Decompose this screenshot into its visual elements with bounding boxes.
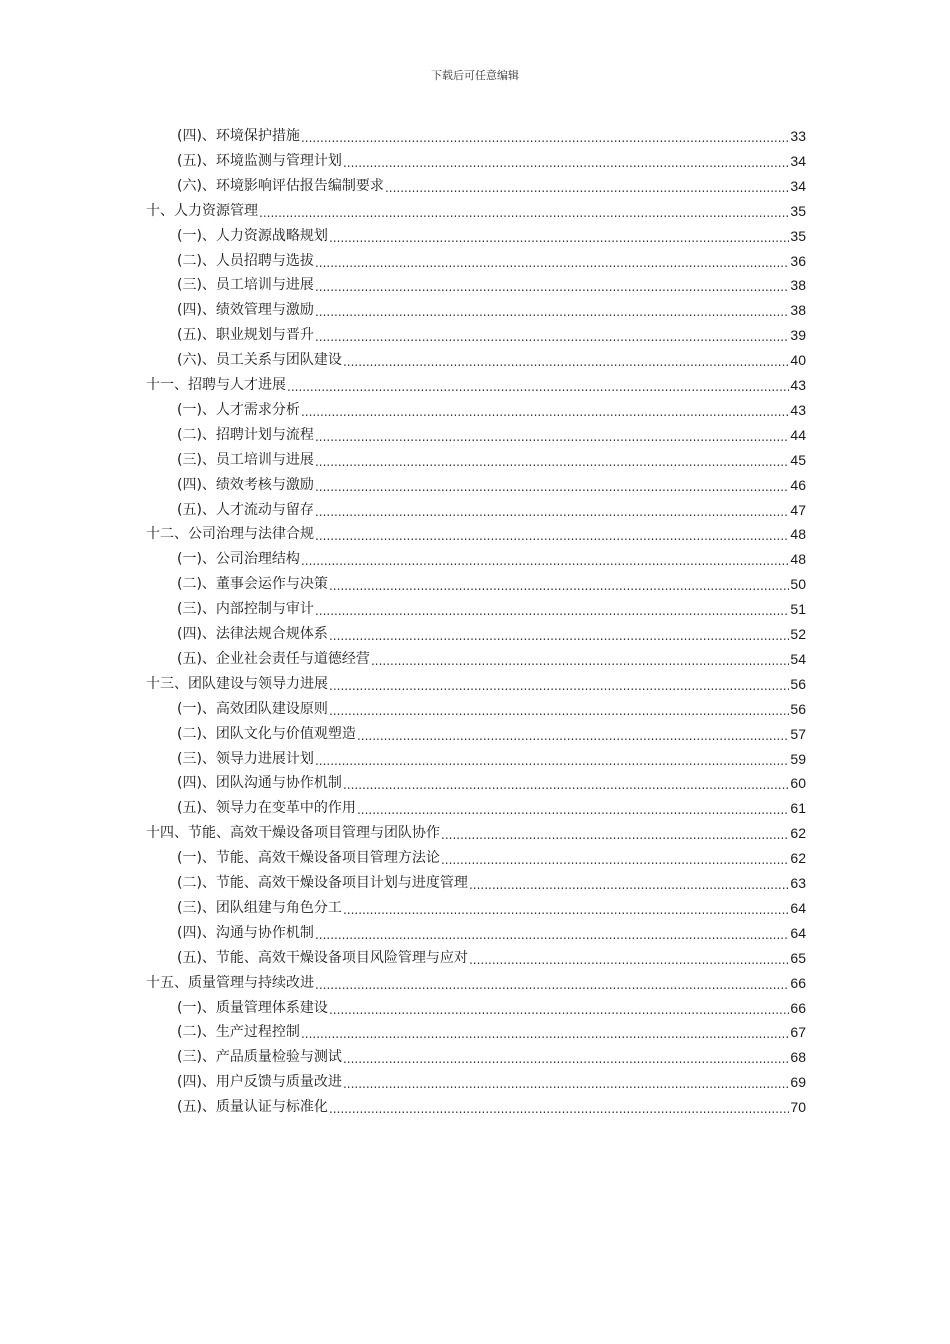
toc-dot-leader <box>315 602 789 620</box>
toc-section-entry[interactable] <box>177 847 806 869</box>
toc-dot-leader <box>343 1050 789 1068</box>
toc-page-number: 52 <box>790 626 806 642</box>
toc-dot-leader <box>301 129 789 147</box>
toc-page-number: 33 <box>790 128 806 144</box>
toc-entry-title: (一)、公司治理结构 <box>177 551 300 568</box>
toc-page-number: 61 <box>790 800 806 817</box>
toc-entry-title: (四)、环境保护措施 <box>177 128 300 144</box>
toc-entry-title: (五)、质量认证与标准化 <box>177 1099 328 1116</box>
toc-page-number: 38 <box>790 277 806 294</box>
toc-page-number: 48 <box>790 526 806 543</box>
toc-dot-leader <box>315 303 789 321</box>
toc-entry-title: (三)、团队组建与角色分工 <box>177 899 342 916</box>
toc-chapter-entry[interactable] <box>146 972 806 994</box>
toc-page-number: 65 <box>790 949 806 966</box>
toc-dot-leader <box>343 154 789 172</box>
toc-section-entry[interactable] <box>177 349 806 371</box>
toc-dot-leader <box>315 278 789 296</box>
toc-section-entry[interactable] <box>177 449 806 471</box>
toc-page-number: 54 <box>790 650 806 667</box>
toc-entry-title: 十四、节能、高效干燥设备项目管理与团队协作 <box>146 825 440 842</box>
toc-entry-title: (二)、节能、高效干燥设备项目计划与进度管理 <box>177 875 468 891</box>
toc-page-number: 63 <box>790 875 806 891</box>
toc-entry-title: (四)、绩效考核与激励 <box>177 476 314 493</box>
toc-section-entry[interactable] <box>177 299 806 321</box>
page-header: 下载后可任意编辑 <box>431 69 519 82</box>
toc-page-number: 44 <box>790 426 806 443</box>
toc-page-number: 39 <box>790 327 806 344</box>
toc-entry-title: (二)、团队文化与价值观塑造 <box>177 725 356 742</box>
toc-dot-leader <box>301 1025 789 1043</box>
toc-section-entry[interactable] <box>177 922 806 944</box>
toc-section-entry[interactable] <box>177 150 806 172</box>
toc-section-entry[interactable] <box>177 175 806 197</box>
toc-entry-title: (三)、产品质量检验与测试 <box>177 1049 342 1066</box>
toc-section-entry[interactable] <box>177 499 806 521</box>
toc-page-number: 46 <box>790 476 806 493</box>
toc-section-entry[interactable] <box>177 1096 806 1118</box>
toc-chapter-entry[interactable] <box>146 374 806 396</box>
toc-page-number: 34 <box>790 177 806 194</box>
toc-page-number: 70 <box>790 1099 806 1116</box>
toc-section-entry[interactable] <box>177 997 806 1019</box>
toc-page-number: 51 <box>790 601 806 618</box>
toc-entry-title: 十三、团队建设与领导力进展 <box>146 675 328 692</box>
toc-dot-leader <box>469 876 789 894</box>
toc-dot-leader <box>301 403 789 421</box>
toc-section-entry[interactable] <box>177 748 806 770</box>
toc-page-number: 66 <box>790 974 806 991</box>
toc-entry-title: (四)、团队沟通与协作机制 <box>177 775 342 792</box>
toc-page-number: 57 <box>790 725 806 742</box>
toc-section-entry[interactable] <box>177 797 806 819</box>
toc-dot-leader <box>287 378 789 396</box>
toc-entry-title: (二)、人员招聘与选拔 <box>177 252 314 269</box>
toc-section-entry[interactable] <box>177 648 806 670</box>
toc-dot-leader <box>343 1075 789 1093</box>
toc-entry-title: (六)、环境影响评估报告编制要求 <box>177 177 384 194</box>
toc-page-number: 43 <box>790 401 806 418</box>
toc-section-entry[interactable] <box>177 1071 806 1093</box>
toc-page-number: 56 <box>790 700 806 717</box>
toc-page-number: 35 <box>790 227 806 244</box>
toc-entry-title: (五)、职业规划与晋升 <box>177 327 314 344</box>
toc-section-entry[interactable] <box>177 947 806 969</box>
toc-page-number: 59 <box>790 750 806 767</box>
toc-dot-leader <box>357 801 789 819</box>
toc-chapter-entry[interactable] <box>146 673 806 695</box>
toc-section-entry[interactable] <box>177 250 806 272</box>
toc-page-number: 66 <box>790 999 806 1016</box>
toc-page-number: 43 <box>790 377 806 393</box>
toc-chapter-entry[interactable] <box>146 822 806 844</box>
toc-page-number: 67 <box>790 1024 806 1041</box>
toc-entry-title: (五)、节能、高效干燥设备项目风险管理与应对 <box>177 949 468 966</box>
toc-dot-leader <box>343 353 789 371</box>
toc-chapter-entry[interactable] <box>146 523 806 545</box>
toc-page-number: 62 <box>790 825 806 842</box>
toc-entry-title: (一)、高效团队建设原则 <box>177 700 328 717</box>
toc-dot-leader <box>343 901 789 919</box>
toc-section-entry[interactable] <box>177 225 806 247</box>
toc-page-number: 45 <box>790 451 806 468</box>
toc-dot-leader <box>259 204 789 222</box>
toc-section-entry[interactable] <box>177 698 806 720</box>
toc-page-number: 64 <box>790 924 806 941</box>
toc-page-number: 64 <box>790 899 806 916</box>
toc-page-number: 50 <box>790 576 806 593</box>
toc-entry-title: (四)、绩效管理与激励 <box>177 302 314 319</box>
toc-section-entry[interactable] <box>177 598 806 620</box>
toc-entry-title: (六)、员工关系与团队建设 <box>177 352 342 369</box>
toc-entry-title: (三)、领导力进展计划 <box>177 750 314 767</box>
toc-section-entry[interactable] <box>177 1046 806 1068</box>
toc-dot-leader <box>329 577 789 595</box>
toc-entry-title: (四)、沟通与协作机制 <box>177 924 314 941</box>
toc-page-number: 34 <box>790 152 806 169</box>
toc-section-entry[interactable] <box>177 474 806 496</box>
toc-section-entry[interactable] <box>177 324 806 346</box>
toc-entry-title: (二)、生产过程控制 <box>177 1024 300 1041</box>
toc-entry-title: 十一、招聘与人才进展 <box>146 377 286 393</box>
toc-section-entry[interactable] <box>177 1021 806 1043</box>
toc-dot-leader <box>329 229 789 247</box>
toc-dot-leader <box>315 478 789 496</box>
toc-dot-leader <box>315 976 789 994</box>
toc-entry-title: (二)、董事会运作与决策 <box>177 576 328 593</box>
toc-page-number: 47 <box>790 501 806 518</box>
toc-entry-title: (四)、法律法规合规体系 <box>177 626 328 642</box>
toc-dot-leader <box>315 453 789 471</box>
toc-entry-title: (三)、内部控制与审计 <box>177 601 314 618</box>
toc-chapter-entry[interactable] <box>146 200 806 222</box>
toc-entry-title: (五)、人才流动与留存 <box>177 501 314 518</box>
toc-entry-title: (三)、员工培训与进展 <box>177 451 314 468</box>
toc-dot-leader <box>301 552 789 570</box>
toc-dot-leader <box>315 254 789 272</box>
toc-dot-leader <box>329 627 789 645</box>
toc-dot-leader <box>315 752 789 770</box>
toc-section-entry[interactable] <box>177 573 806 595</box>
toc-page-number: 40 <box>790 352 806 369</box>
toc-dot-leader <box>343 776 789 794</box>
toc-section-entry[interactable] <box>177 274 806 296</box>
toc-dot-leader <box>315 328 789 346</box>
toc-entry-title: 十二、公司治理与法律合规 <box>146 526 314 543</box>
toc-page-number: 56 <box>790 675 806 692</box>
toc-section-entry[interactable] <box>177 772 806 794</box>
toc-section-entry[interactable] <box>177 399 806 421</box>
toc-dot-leader <box>315 926 789 944</box>
toc-entry-title: 十五、质量管理与持续改进 <box>146 974 314 991</box>
toc-entry-title: (一)、节能、高效干燥设备项目管理方法论 <box>177 850 440 867</box>
toc-section-entry[interactable] <box>177 424 806 446</box>
toc-dot-leader <box>371 652 789 670</box>
toc-dot-leader <box>469 951 789 969</box>
toc-page-number: 35 <box>790 202 806 219</box>
toc-page-number: 36 <box>790 252 806 269</box>
toc-entry-title: (三)、员工培训与进展 <box>177 277 314 294</box>
toc-dot-leader <box>329 702 789 720</box>
toc-entry-title: (二)、招聘计划与流程 <box>177 426 314 443</box>
toc-section-entry[interactable] <box>177 623 806 645</box>
toc-dot-leader <box>329 1100 789 1118</box>
toc-dot-leader <box>357 727 789 745</box>
toc-page-number: 69 <box>790 1074 806 1091</box>
toc-dot-leader <box>385 179 789 197</box>
toc-dot-leader <box>315 428 789 446</box>
toc-section-entry[interactable] <box>177 897 806 919</box>
toc-dot-leader <box>315 503 789 521</box>
toc-entry-title: (一)、人才需求分析 <box>177 401 300 418</box>
toc-dot-leader <box>315 527 789 545</box>
toc-section-entry[interactable] <box>177 548 806 570</box>
toc-dot-leader <box>329 1001 789 1019</box>
toc-entry-title: (一)、人力资源战略规划 <box>177 227 328 244</box>
toc-entry-title: (五)、环境监测与管理计划 <box>177 152 342 169</box>
toc-page-number: 38 <box>790 302 806 319</box>
toc-dot-leader <box>441 826 789 844</box>
toc-section-entry[interactable] <box>177 125 806 147</box>
toc-entry-title: (五)、企业社会责任与道德经营 <box>177 650 370 667</box>
toc-dot-leader <box>441 851 789 869</box>
toc-page-number: 62 <box>790 850 806 867</box>
toc-page-number: 48 <box>790 551 806 568</box>
toc-section-entry[interactable] <box>177 872 806 894</box>
toc-entry-title: (一)、质量管理体系建设 <box>177 999 328 1016</box>
toc-entry-title: 十、人力资源管理 <box>146 202 258 219</box>
toc-entry-title: (五)、领导力在变革中的作用 <box>177 800 356 817</box>
toc-dot-leader <box>329 677 789 695</box>
toc-page-number: 68 <box>790 1049 806 1066</box>
toc-page-number: 60 <box>790 775 806 792</box>
toc-entry-title: (四)、用户反馈与质量改进 <box>177 1074 342 1091</box>
toc-section-entry[interactable] <box>177 723 806 745</box>
